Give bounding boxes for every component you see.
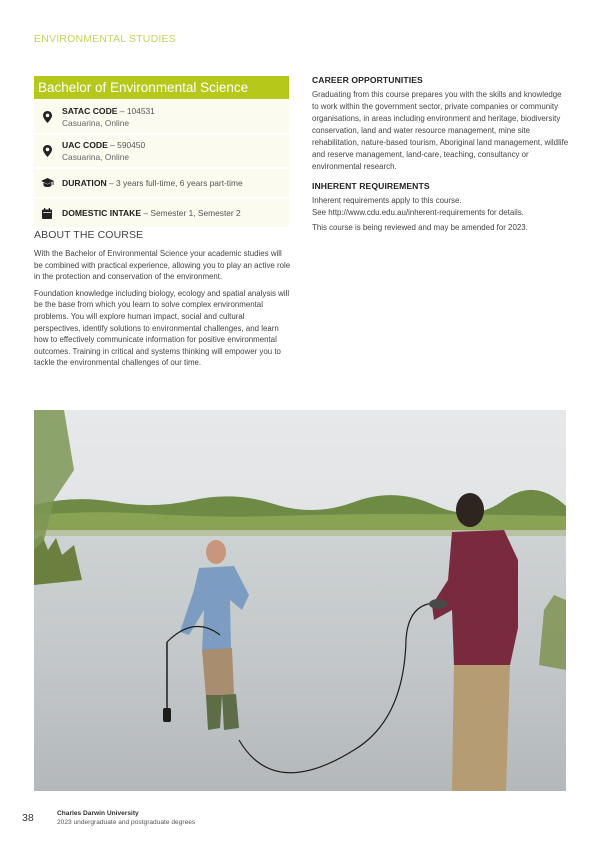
footer-university: Charles Darwin University: [57, 810, 139, 817]
separator: –: [107, 140, 118, 150]
separator: –: [117, 106, 127, 116]
right-column: [312, 75, 570, 234]
graduation-cap-icon: [40, 176, 54, 190]
about-paragraph: With the Bachelor of Environmental Science your academic studies will be combined with practical experience, allowing you to play an active role in the protection and conservation of the environment.: [34, 249, 291, 282]
course-info-box: [34, 76, 289, 227]
about-body: [34, 248, 292, 374]
career-heading: CAREER OPPORTUNITIES: [312, 75, 423, 85]
info-row-intake: [34, 197, 289, 227]
map-pin-icon: [40, 110, 54, 124]
inherent-line: Inherent requirements apply to this course.: [312, 196, 462, 205]
uac-campus: Casuarina, Online: [62, 152, 130, 162]
footer-publication: 2023 undergraduate and postgraduate degrees: [57, 818, 196, 826]
separator: –: [106, 178, 117, 188]
lake-fieldwork-illustration: [34, 410, 566, 791]
info-row-satac: [34, 99, 289, 133]
satac-label: SATAC CODE: [62, 106, 118, 116]
info-row-duration: [34, 167, 289, 197]
separator: –: [141, 208, 151, 218]
uac-value: 590450: [117, 140, 146, 150]
inherent-link-line: See http://www.cdu.edu.au/inherent-requirements for details.: [312, 208, 524, 217]
satac-campus: Casuarina, Online: [62, 118, 130, 128]
page-number: 38: [22, 812, 34, 824]
inherent-heading: INHERENT REQUIREMENTS: [312, 181, 430, 191]
section-label: ENVIRONMENTAL STUDIES: [34, 33, 176, 45]
info-row-uac: [34, 133, 289, 167]
duration-value: 3 years full-time, 6 years part-time: [116, 178, 243, 188]
map-pin-icon: [40, 144, 54, 158]
footer-text: [57, 810, 195, 827]
about-paragraph: Foundation knowledge including biology, ecology and spatial analysis will be the base from which you learn to solve complex environmental problems. You will explore human impact, social and cultural perspectives, identify solutions to environmental challenges, and learn how to effectively communicate information for positive environmental outcomes. Training in critical and systems thinking will empower you to tackle the environmental challenges of our time.: [34, 288, 290, 368]
duration-label: DURATION: [62, 178, 107, 188]
calendar-icon: [40, 206, 54, 220]
review-note: This course is being reviewed and may be amended for 2023.: [312, 223, 528, 232]
career-body: Graduating from this course prepares you with the skills and knowledge to work within the government sector, private companies or community organisations, in areas including environment and heritage, biodiversity conservation, land and water resource management, mine site rehabilitation, nature-based tourism, Aboriginal land management, wildlife and reserve management, land-care, teaching, consultancy or environmental research.: [312, 90, 569, 171]
satac-value: 104531: [126, 106, 155, 116]
about-heading: ABOUT THE COURSE: [34, 229, 144, 241]
uac-label: UAC CODE: [62, 140, 108, 150]
intake-value: Semester 1, Semester 2: [150, 208, 241, 218]
course-title: Bachelor of Environmental Science: [34, 76, 289, 99]
intake-label: DOMESTIC INTAKE: [62, 208, 142, 218]
course-photo: [34, 410, 566, 791]
